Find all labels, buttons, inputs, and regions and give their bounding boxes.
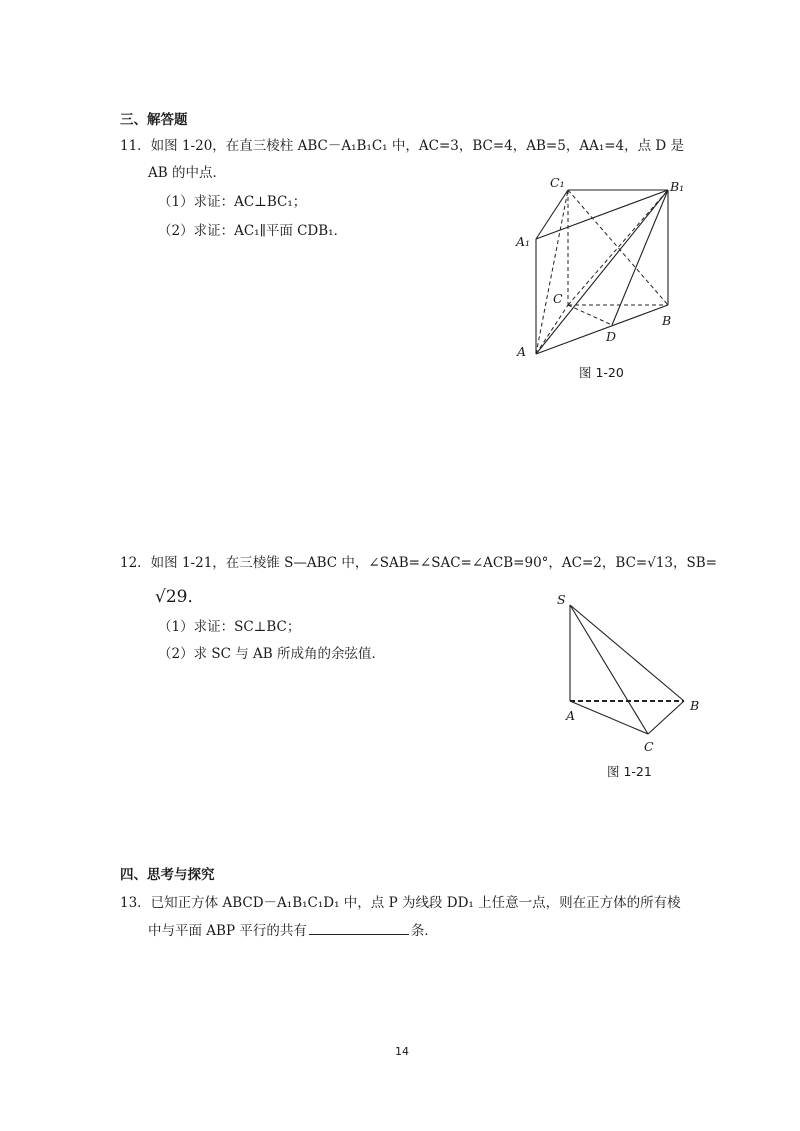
figure-caption-1-20: 图 1-20 xyxy=(579,365,624,380)
q12-part1: （1）求证：SC⊥BC； xyxy=(158,619,301,635)
label-A1: A₁ xyxy=(516,234,531,249)
q13-stem-line1: 13．已知正方体 ABCD－A₁B₁C₁D₁ 中，点 P 为线段 DD₁ 上任意一点，则在正方体的所有棱 xyxy=(120,895,681,911)
q11-stem-line1: 11．如图 1-20，在直三棱柱 ABC－A₁B₁C₁ 中，AC=3，BC=4，AB=5，AA₁=4，点 D 是 xyxy=(120,138,685,154)
q11-part2: （2）求证：AC₁∥平面 CDB₁． xyxy=(158,223,348,239)
edge-CB xyxy=(648,701,684,734)
q13-stem-line2 xyxy=(148,919,438,939)
label-D: D xyxy=(606,329,617,344)
q12-stem-line1: 12．如图 1-21，在三棱锥 S—ABC 中，∠SAB=∠SAC=∠ACB=90°，AC=2，BC=√13，SB= xyxy=(120,555,717,571)
q11-part1: （1）求证：AC⊥BC₁； xyxy=(158,194,307,210)
label-C: C xyxy=(553,291,563,306)
answer-blank[interactable] xyxy=(309,922,409,935)
section-heading-4: 四、思考与探究 xyxy=(120,867,215,883)
edge-SC xyxy=(570,605,648,734)
q13-text-after-blank: 条． xyxy=(410,923,438,939)
label-S: S xyxy=(557,592,566,607)
label-B: B xyxy=(662,313,672,328)
edge-AC xyxy=(570,701,648,734)
label-A: A xyxy=(566,708,576,723)
label-A: A xyxy=(517,344,527,359)
label-B: B xyxy=(690,698,700,713)
label-B1: B₁ xyxy=(670,179,685,194)
edge-SB xyxy=(570,605,684,701)
q12-stem-line2: √29． xyxy=(155,587,205,607)
q13-text-before-blank: 中与平面 ABP 平行的共有 xyxy=(148,923,307,939)
section-heading-3: 三、解答题 xyxy=(120,112,188,128)
label-C: C xyxy=(644,739,654,754)
q12-part2: （2）求 SC 与 AB 所成角的余弦值． xyxy=(158,646,386,662)
q11-stem-line2: AB 的中点． xyxy=(148,165,226,181)
label-C1: C₁ xyxy=(550,175,565,190)
figure-caption-1-21: 图 1-21 xyxy=(607,764,652,779)
page-number: 14 xyxy=(395,1045,409,1058)
